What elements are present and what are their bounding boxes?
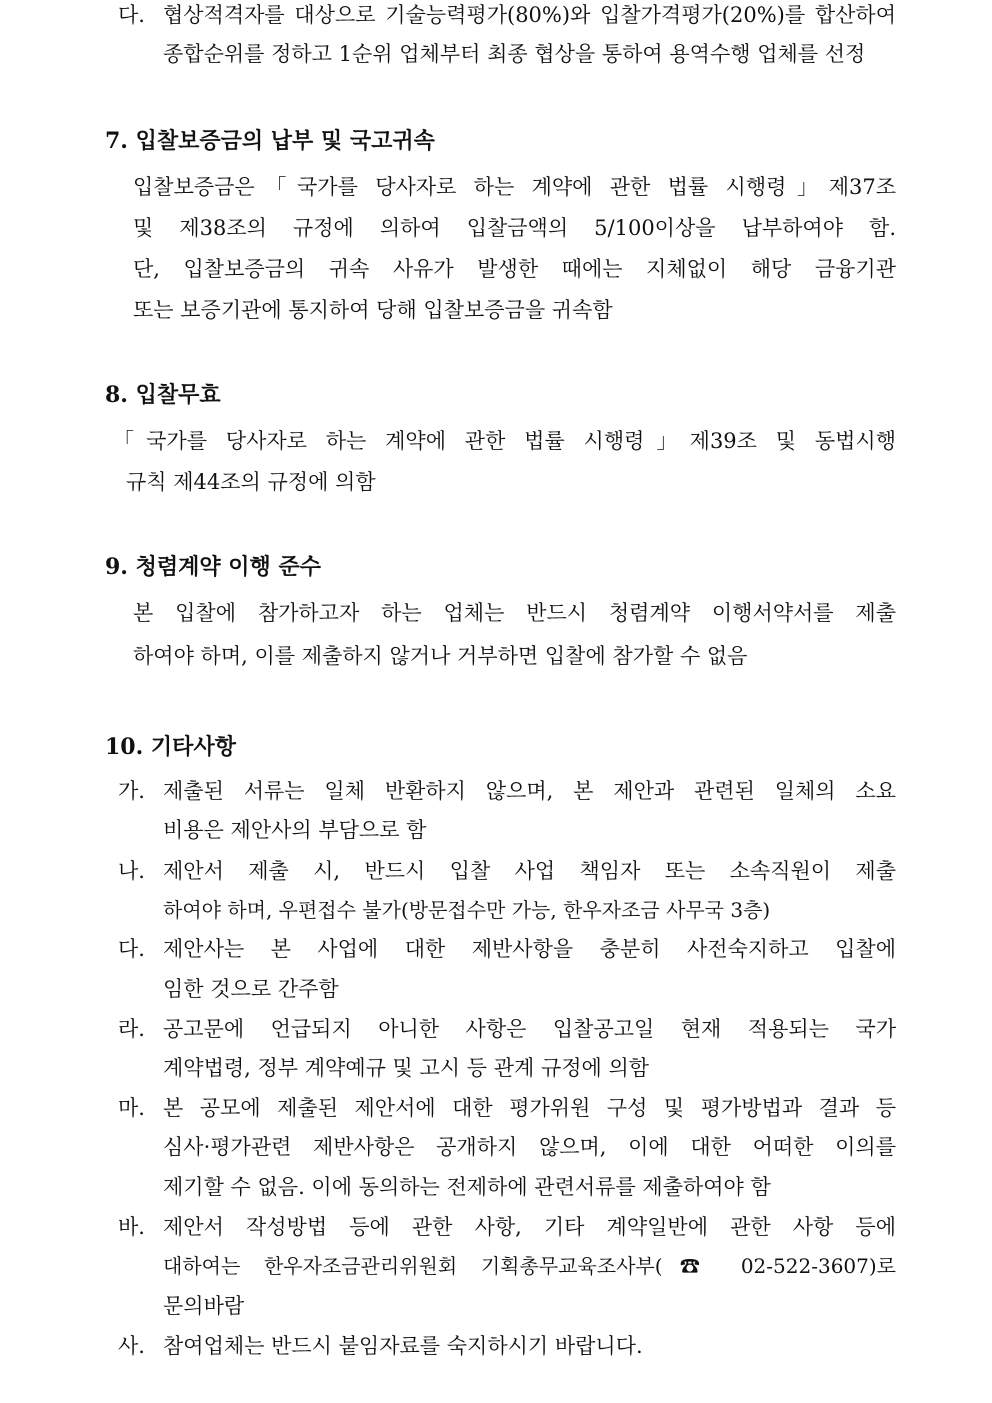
section-8-title: 8. 입찰무효	[105, 382, 221, 408]
paragraph-line: 또는 보증기관에 통지하여 당해 입찰보증금을 귀속함	[133, 298, 613, 322]
list-item-line: 비용은 제안사의 부담으로 함	[163, 818, 427, 842]
paragraph-line: 협상적격자를 대상으로 기술능력평가(80%)와 입찰가격평가(20%)를 합산하여	[163, 3, 896, 27]
paragraph-line: 하여야 하며, 이를 제출하지 않거나 거부하면 입찰에 참가할 수 없음	[133, 644, 748, 668]
list-marker: 나.	[118, 859, 145, 883]
list-item-line: 심사·평가관련 제반사항은 공개하지 않으며, 이에 대한 어떠한 이의를	[163, 1135, 896, 1159]
paragraph-line: 「국가를 당사자로 하는 계약에 관한 법률 시행령」제39조 및 동법시행	[113, 429, 896, 453]
list-item-line: 제안서 작성방법 등에 관한 사항, 기타 계약일반에 관한 사항 등에	[163, 1215, 896, 1239]
list-item-line: 하여야 하며, 우편접수 불가(방문접수만 가능, 한우자조금 사무국 3층)	[163, 898, 771, 922]
list-marker: 바.	[118, 1215, 145, 1239]
list-item-line: 임한 것으로 간주함	[163, 977, 339, 1001]
list-item-line: 제안서 제출 시, 반드시 입찰 사업 책임자 또는 소속직원이 제출	[163, 859, 896, 883]
paragraph-line: 입찰보증금은「국가를 당사자로 하는 계약에 관한 법률 시행령」제37조	[133, 175, 896, 199]
section-9-title: 9. 청렴계약 이행 준수	[105, 554, 321, 580]
list-marker: 가.	[118, 779, 145, 803]
list-item-line: 제안사는 본 사업에 대한 제반사항을 충분히 사전숙지하고 입찰에	[163, 937, 896, 961]
section-10-title: 10. 기타사항	[105, 734, 236, 760]
section-7-title: 7. 입찰보증금의 납부 및 국고귀속	[105, 128, 435, 154]
list-item-line: 본 공모에 제출된 제안서에 대한 평가위원 구성 및 평가방법과 결과 등	[163, 1096, 896, 1120]
list-marker: 라.	[118, 1017, 145, 1041]
paragraph-line: 본 입찰에 참가하고자 하는 업체는 반드시 청렴계약 이행서약서를 제출	[133, 601, 896, 625]
list-marker: 다.	[118, 937, 145, 961]
paragraph-line: 및 제38조의 규정에 의하여 입찰금액의 5/100이상을 납부하여야 함.	[133, 216, 896, 240]
paragraph-line: 단, 입찰보증금의 귀속 사유가 발생한 때에는 지체없이 해당 금융기관	[133, 257, 896, 281]
list-marker: 마.	[118, 1096, 145, 1120]
list-item-line: 대하여는 한우자조금관리위원회 기획총무교육조사부(☎ 02-522-3607)로	[163, 1254, 896, 1278]
list-item-line: 제기할 수 없음. 이에 동의하는 전제하에 관련서류를 제출하여야 함	[163, 1175, 771, 1199]
list-item-line: 계약법령, 정부 계약예규 및 고시 등 관계 규정에 의함	[163, 1056, 650, 1080]
paragraph-line: 규칙 제44조의 규정에 의함	[126, 470, 376, 494]
list-item-line: 공고문에 언급되지 아니한 사항은 입찰공고일 현재 적용되는 국가	[163, 1017, 896, 1041]
paragraph-line: 종합순위를 정하고 1순위 업체부터 최종 협상을 통하여 용역수행 업체를 선정	[163, 42, 866, 66]
list-item-line: 문의바람	[163, 1294, 245, 1318]
list-marker: 다.	[118, 3, 145, 27]
list-item-line: 제출된 서류는 일체 반환하지 않으며, 본 제안과 관련된 일체의 소요	[163, 779, 896, 803]
list-item-line: 참여업체는 반드시 붙임자료를 숙지하시기 바랍니다.	[163, 1334, 643, 1358]
list-marker: 사.	[118, 1334, 145, 1358]
